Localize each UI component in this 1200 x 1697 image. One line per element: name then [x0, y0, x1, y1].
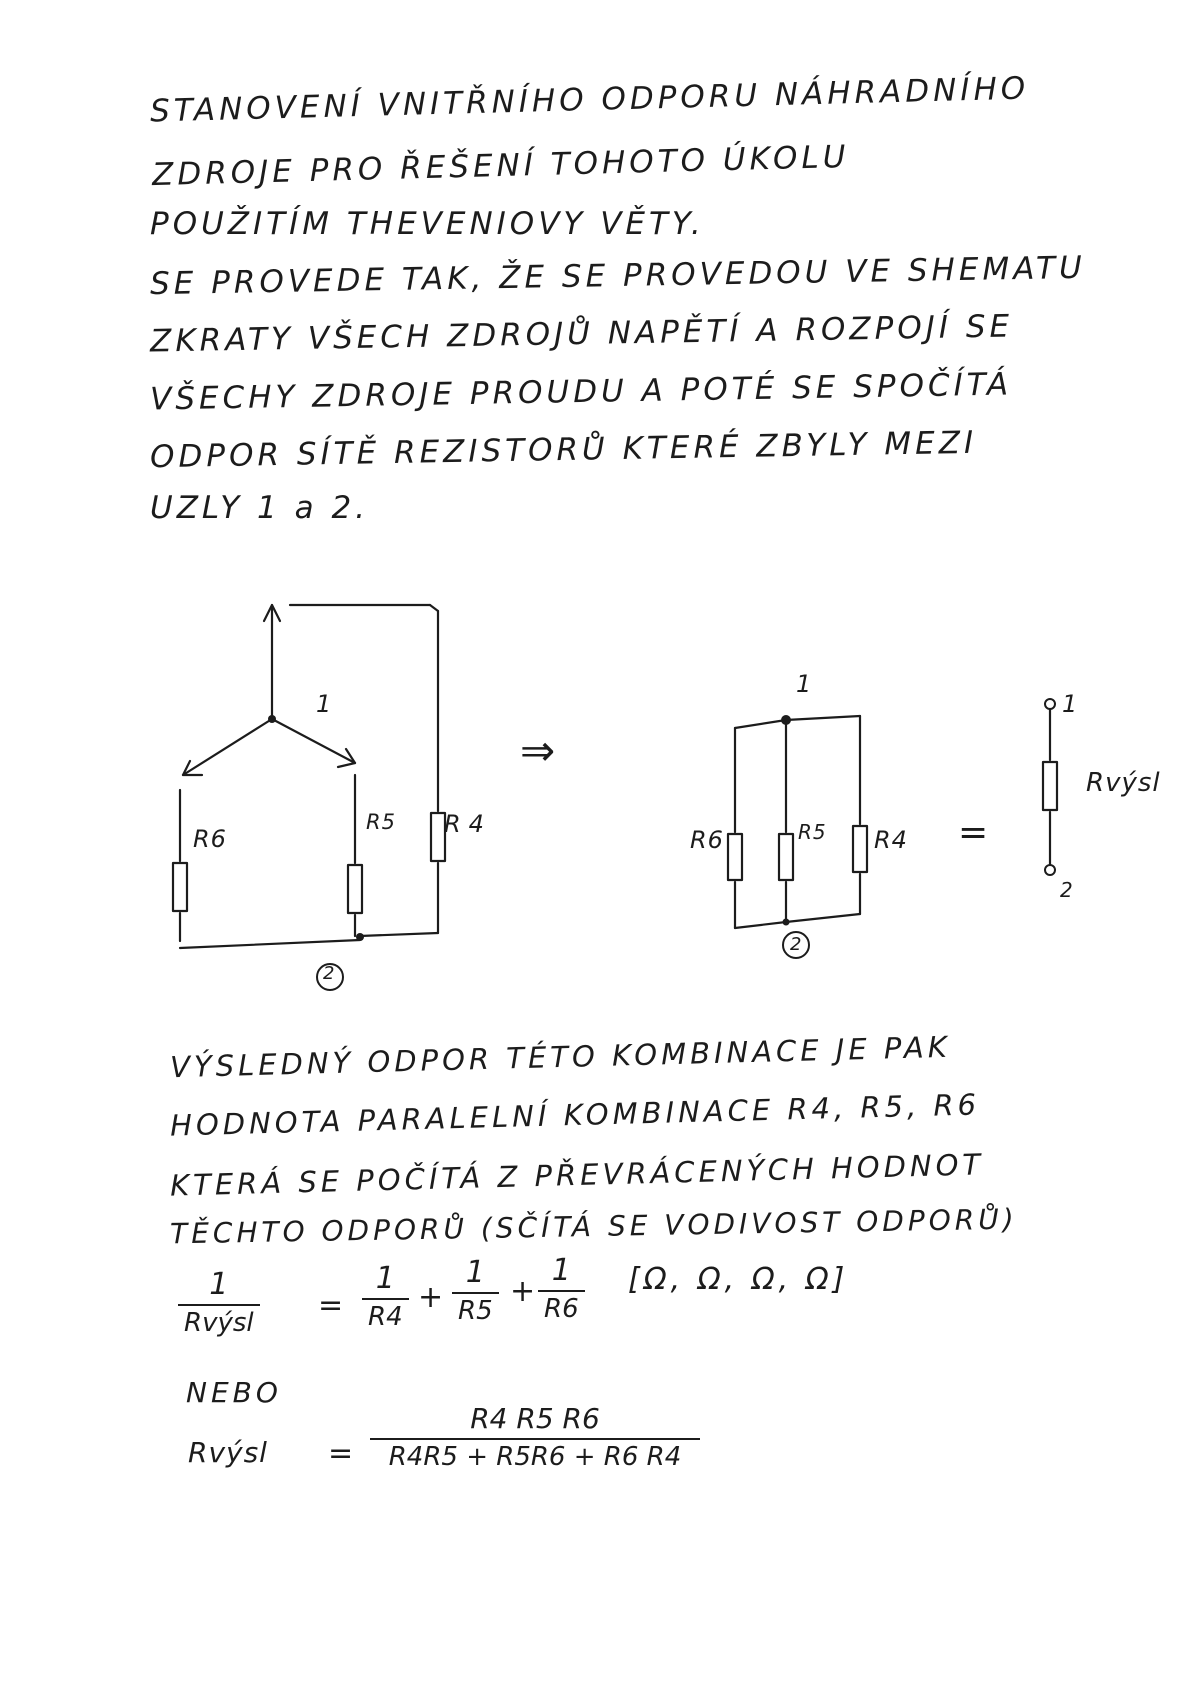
implies-arrow: ⇒	[520, 726, 557, 775]
formula1-t1-numerator: 1	[375, 1261, 395, 1296]
left-r4-label: R4	[444, 810, 492, 838]
nebo-label: NEBO	[186, 1376, 282, 1409]
intro-line-1: STANOVENÍ VNITŘNÍHO ODPORU NÁHRADNÍHO	[149, 70, 1030, 130]
right-r4-label: R4	[874, 826, 908, 854]
formula1-lhs-bar	[178, 1304, 260, 1306]
left-node-2-label: 2	[323, 963, 336, 984]
formula1-term-r5	[452, 1256, 499, 1326]
formula1-term-r4	[362, 1262, 409, 1332]
formula1-t1-denominator: R4	[368, 1302, 403, 1332]
intro-line-6: VŠECHY ZDROJE PROUDU A POTÉ SE SPOČÍTÁ	[149, 366, 1013, 418]
result-line-1: VÝSLEDNÝ ODPOR TÉTO KOMBINACE JE PAK	[169, 1029, 952, 1085]
intro-line-7: ODPOR SÍTĚ REZISTORŮ KTERÉ ZBYLY MEZI	[149, 424, 978, 476]
formula1-plus-2: +	[510, 1274, 536, 1309]
formula2-denominator: R4R5 + R5R6 + R6 R4	[388, 1442, 682, 1472]
equiv-node-2-label: 2	[1060, 878, 1074, 902]
equiv-node-1-label: 1	[1062, 690, 1079, 718]
intro-line-4: SE PROVEDE TAK, ŽE SE PROVEDOU VE SHEMATU	[149, 249, 1087, 303]
formula2-numerator: R4 R5 R6	[470, 1402, 600, 1435]
formula2-equals: =	[328, 1436, 354, 1471]
right-node-1-label: 1	[796, 670, 813, 698]
equiv-resistor-label: Rvýsl	[1086, 768, 1161, 798]
formula1-t3-numerator: 1	[551, 1253, 571, 1288]
formula1-lhs-fraction	[178, 1268, 260, 1338]
left-r5-label: R5	[366, 810, 396, 834]
intro-line-3: POUŽITÍM THEVENIOVY VĚTY.	[150, 206, 705, 242]
formula1-t2-denominator: R5	[458, 1296, 493, 1326]
formula1-t3-denominator: R6	[544, 1294, 579, 1324]
right-r6-label: R6	[690, 826, 724, 854]
left-node-1-label: 1	[316, 690, 333, 718]
formula1-equals: =	[318, 1288, 344, 1323]
formula1-lhs-denominator: Rvýsl	[184, 1308, 254, 1338]
formula2-fraction	[370, 1402, 700, 1472]
formula2-lhs: Rvýsl	[188, 1436, 268, 1469]
circuit-diagram-original	[150, 585, 510, 1015]
formula2-bar	[370, 1438, 700, 1440]
intro-line-5: ZKRATY VŠECH ZDROJŮ NAPĚTÍ A ROZPOJÍ SE	[149, 308, 1014, 360]
left-r6-label: R6	[193, 825, 227, 853]
formula1-t2-numerator: 1	[465, 1255, 485, 1290]
intro-line-2: ZDROJE PRO ŘEŠENÍ TOHOTO ÚKOLU	[151, 138, 850, 194]
equivalent-resistor-diagram	[1030, 690, 1070, 890]
right-node-2-label: 2	[790, 934, 803, 955]
intro-line-8: UZLY 1 a 2.	[150, 490, 370, 526]
equals-sign: =	[958, 812, 990, 853]
formula1-t3-bar	[538, 1290, 585, 1292]
result-line-4: TĚCHTO ODPORŮ (SČÍTÁ SE VODIVOST ODPORŮ)	[169, 1202, 1018, 1251]
right-r5-label: R5	[798, 820, 827, 844]
formula1-plus-1: +	[418, 1280, 444, 1315]
formula1-t2-bar	[452, 1292, 499, 1294]
formula1-lhs-numerator: 1	[209, 1267, 229, 1302]
result-line-2: HODNOTA PARALELNÍ KOMBINACE R4, R5, R6	[169, 1087, 981, 1143]
formula1-t1-bar	[362, 1298, 409, 1300]
result-line-3: KTERÁ SE POČÍTÁ Z PŘEVRÁCENÝCH HODNOT	[169, 1147, 985, 1203]
formula1-units: [Ω, Ω, Ω, Ω]	[628, 1262, 849, 1297]
formula1-term-r6	[538, 1254, 585, 1324]
